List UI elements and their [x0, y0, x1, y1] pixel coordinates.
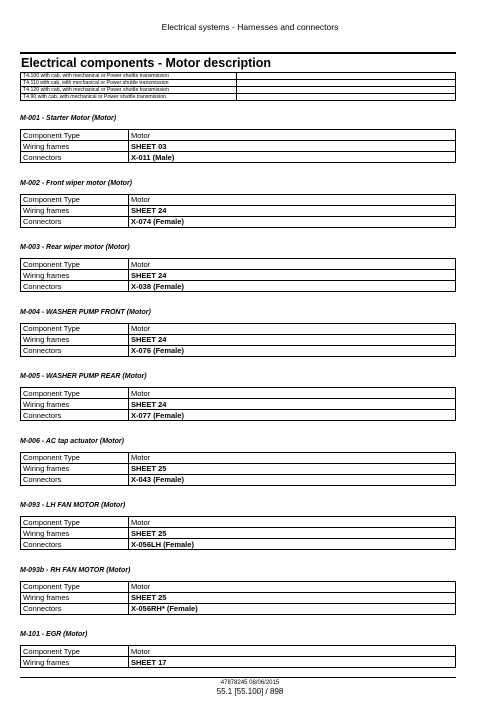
page-number: 55.1 [55.100] / 898 — [216, 687, 284, 696]
footer-rule — [20, 677, 456, 678]
component-table — [20, 258, 456, 292]
model-empty-cell — [237, 93, 456, 100]
component-row — [21, 452, 456, 463]
component-row — [21, 281, 456, 292]
component-section — [20, 566, 456, 615]
component-table — [20, 645, 456, 668]
component-row — [21, 205, 456, 216]
row-value: SHEET 25 — [129, 528, 456, 539]
page-header: Electrical systems - Harnesses and connectors — [161, 22, 339, 32]
row-value: Motor — [129, 194, 456, 205]
page-footer — [0, 679, 500, 697]
row-key: Component Type — [21, 194, 129, 205]
component-row — [21, 657, 456, 668]
row-key: Component Type — [21, 581, 129, 592]
row-value: Motor — [129, 452, 456, 463]
component-row — [21, 152, 456, 163]
component-row — [21, 581, 456, 592]
component-section — [20, 501, 456, 550]
row-key: Component Type — [21, 517, 129, 528]
row-value: X-074 (Female) — [129, 216, 456, 227]
section-title: M-005 - WASHER PUMP REAR (Motor) — [20, 373, 147, 380]
row-key: Component Type — [21, 452, 129, 463]
section-title: M-093 - LH FAN MOTOR (Motor) — [20, 502, 126, 509]
component-row — [21, 141, 456, 152]
row-value: X-011 (Male) — [129, 152, 456, 163]
row-key: Wiring frames — [21, 528, 129, 539]
row-value: SHEET 24 — [129, 399, 456, 410]
title-block — [20, 52, 456, 101]
row-value: SHEET 25 — [129, 463, 456, 474]
component-row — [21, 388, 456, 399]
row-value: SHEET 24 — [129, 270, 456, 281]
row-value: Motor — [129, 581, 456, 592]
component-section — [20, 372, 456, 421]
row-value: X-056RH* (Female) — [129, 603, 456, 614]
component-row — [21, 194, 456, 205]
row-key: Component Type — [21, 323, 129, 334]
component-row — [21, 474, 456, 485]
row-value: Motor — [129, 259, 456, 270]
row-key: Component Type — [21, 646, 129, 657]
row-value: Motor — [129, 388, 456, 399]
section-title: M-003 - Rear wiper motor (Motor) — [20, 244, 130, 251]
row-key: Component Type — [21, 388, 129, 399]
section-title: M-001 - Starter Motor (Motor) — [20, 115, 117, 122]
row-key: Connectors — [21, 603, 129, 614]
row-value: X-077 (Female) — [129, 410, 456, 421]
model-empty-cell — [237, 72, 456, 79]
row-key: Connectors — [21, 474, 129, 485]
component-table — [20, 194, 456, 228]
component-section — [20, 179, 456, 228]
section-title: M-101 - EGR (Motor) — [20, 631, 88, 638]
model-row — [21, 79, 456, 86]
component-row — [21, 410, 456, 421]
component-row — [21, 399, 456, 410]
model-row — [21, 93, 456, 100]
component-sections — [20, 114, 456, 684]
row-key: Wiring frames — [21, 592, 129, 603]
component-section — [20, 308, 456, 357]
row-value: SHEET 03 — [129, 141, 456, 152]
row-key: Component Type — [21, 259, 129, 270]
component-table — [20, 387, 456, 421]
component-row — [21, 463, 456, 474]
component-row — [21, 517, 456, 528]
row-value: SHEET 17 — [129, 657, 456, 668]
row-key: Wiring frames — [21, 334, 129, 345]
row-value: X-076 (Female) — [129, 345, 456, 356]
component-table — [20, 129, 456, 163]
row-value: SHEET 24 — [129, 205, 456, 216]
row-key: Wiring frames — [21, 657, 129, 668]
component-table — [20, 516, 456, 550]
component-row — [21, 345, 456, 356]
component-row — [21, 216, 456, 227]
component-row — [21, 528, 456, 539]
model-row — [21, 72, 456, 79]
component-row — [21, 270, 456, 281]
component-row — [21, 130, 456, 141]
section-title: M-004 - WASHER PUMP FRONT (Motor) — [20, 308, 151, 316]
section-title: M-002 - Front wiper motor (Motor) — [20, 179, 132, 187]
row-key: Wiring frames — [21, 141, 129, 152]
component-row — [21, 646, 456, 657]
row-key: Connectors — [21, 281, 129, 292]
page-title: Electrical components - Motor description — [21, 55, 272, 70]
row-key: Connectors — [21, 539, 129, 550]
row-key: Connectors — [21, 216, 129, 227]
component-section — [20, 630, 456, 668]
component-section — [20, 243, 456, 292]
model-name: T4.90 with cab, with mechanical or Power shuttle transmission — [21, 93, 237, 100]
row-key: Wiring frames — [21, 205, 129, 216]
section-title: M-006 - AC tap actuator (Motor) — [20, 437, 124, 445]
model-name: T4.100 with cab, with mechanical or Power shuttle transmission — [21, 72, 237, 79]
component-row — [21, 603, 456, 614]
component-row — [21, 323, 456, 334]
row-value: SHEET 25 — [129, 592, 456, 603]
row-value: X-038 (Female) — [129, 281, 456, 292]
row-key: Connectors — [21, 152, 129, 163]
row-key: Wiring frames — [21, 463, 129, 474]
title-rule — [20, 52, 456, 54]
component-section — [20, 114, 456, 163]
model-name: T4.110 with cab, with mechanical or Power shuttle transmission — [21, 79, 237, 86]
component-row — [21, 539, 456, 550]
row-value: X-056LH (Female) — [129, 539, 456, 550]
model-name: T4.120 with cab, with mechanical or Power shuttle transmission — [21, 86, 237, 93]
row-key: Wiring frames — [21, 399, 129, 410]
document-id: 47878245 08/06/2015 — [220, 680, 280, 686]
model-row — [21, 86, 456, 93]
component-row — [21, 592, 456, 603]
component-table — [20, 323, 456, 357]
row-value: Motor — [129, 646, 456, 657]
component-row — [21, 334, 456, 345]
row-value: Motor — [129, 323, 456, 334]
component-section — [20, 437, 456, 486]
row-value: Motor — [129, 130, 456, 141]
model-empty-cell — [237, 79, 456, 86]
row-key: Connectors — [21, 345, 129, 356]
row-value: X-043 (Female) — [129, 474, 456, 485]
model-empty-cell — [237, 86, 456, 93]
component-table — [20, 581, 456, 615]
component-row — [21, 259, 456, 270]
row-key: Component Type — [21, 130, 129, 141]
row-key: Connectors — [21, 410, 129, 421]
component-table — [20, 452, 456, 486]
model-applicability-table — [20, 72, 456, 101]
section-title: M-093b - RH FAN MOTOR (Motor) — [20, 566, 131, 574]
row-key: Wiring frames — [21, 270, 129, 281]
row-value: Motor — [129, 517, 456, 528]
row-value: SHEET 24 — [129, 334, 456, 345]
